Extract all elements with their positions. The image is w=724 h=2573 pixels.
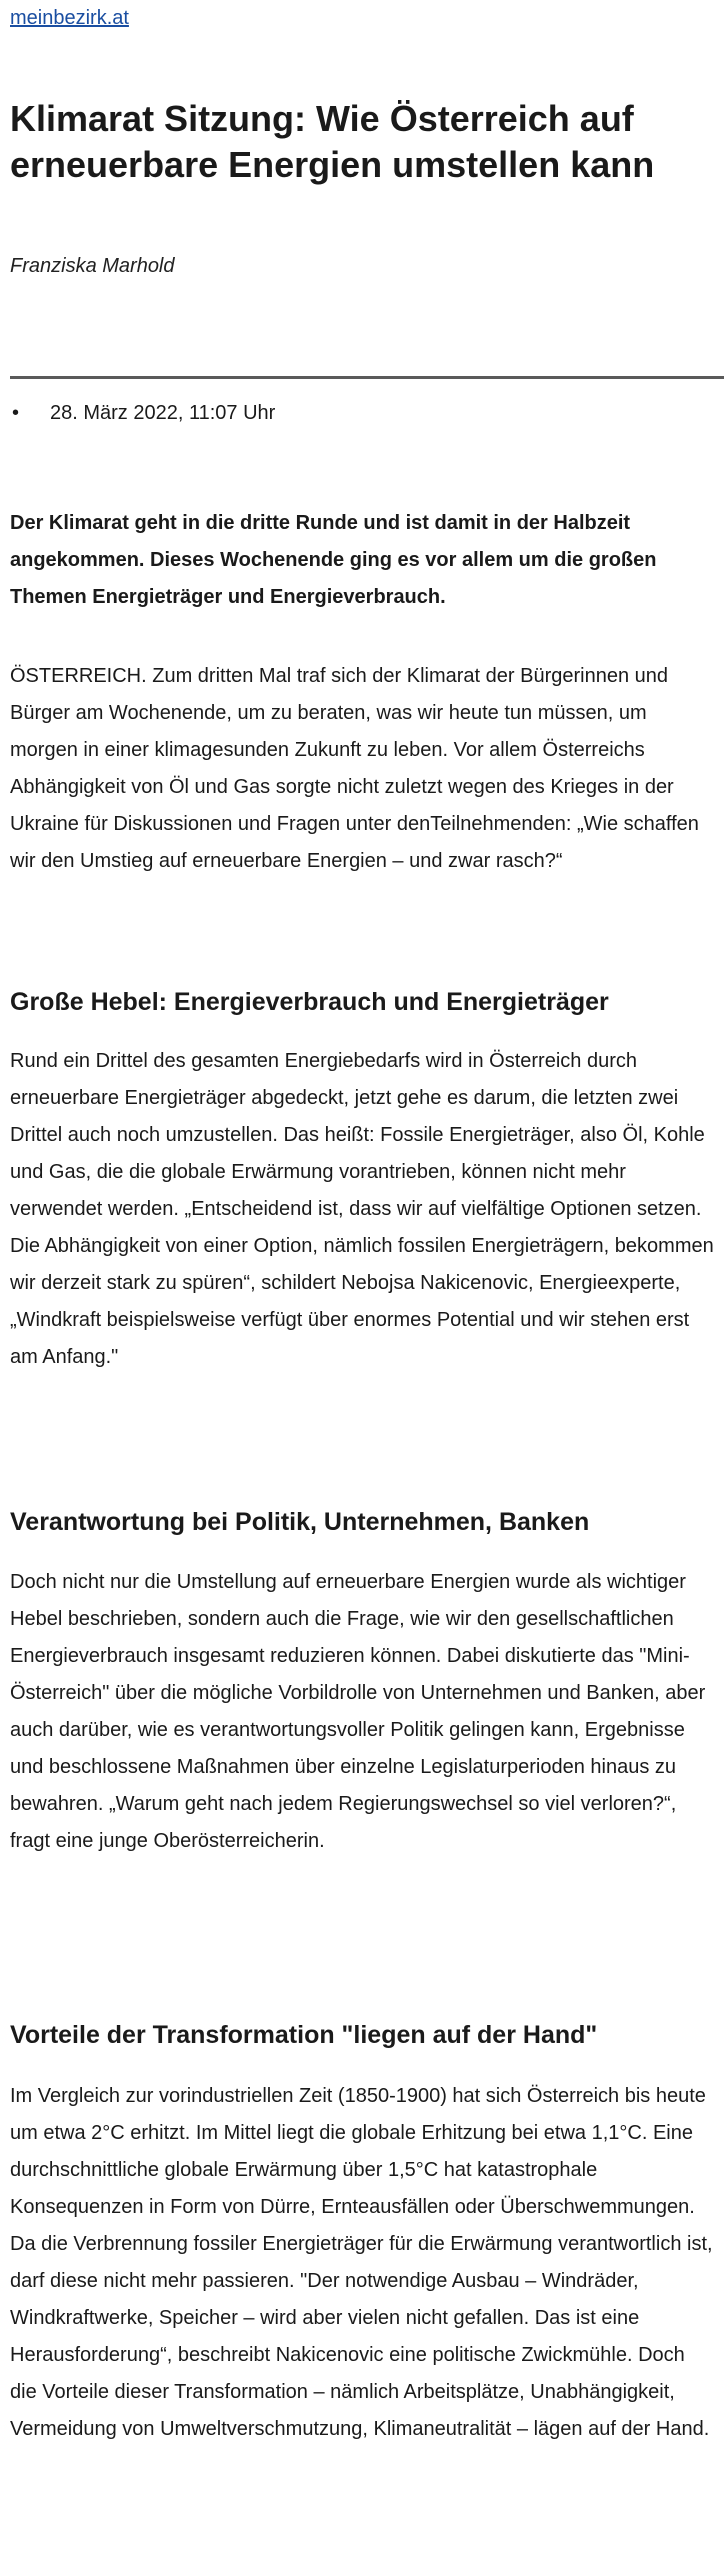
section-heading: Große Hebel: Energieverbrauch und Energieträger bbox=[10, 988, 609, 1016]
section-heading: Vorteile der Transformation "liegen auf der Hand" bbox=[10, 2021, 598, 2049]
section-paragraph: Rund ein Drittel des gesamten Energiebedarfs wird in Österreich durch erneuerbare Energieträger abgedeckt, jetzt gehe es darum, die letzten zwei Drittel auch noch umzustellen. Das heißt: Fossile Energieträger, also Öl, Kohle und Gas, die die globale Erwärmung vorantrieben, können nicht mehr verwendet werden. „Entscheidend ist, dass wir auf vielfältige Optionen setzen. Die Abhängigkeit von einer Option, nämlich fossilen Energieträgern, bekommen wir derzeit stark zu spüren“, schildert Nebojsa Nakicenovic, Energieexperte, „Windkraft beispielsweise verfügt über enormes Potential und wir stehen erst am Anfang." bbox=[10, 1050, 714, 1368]
list-bullet-icon: • bbox=[12, 402, 20, 424]
site-link[interactable]: meinbezirk.at bbox=[10, 7, 129, 29]
publish-date-item bbox=[10, 398, 275, 428]
section-paragraph: Im Vergleich zur vorindustriellen Zeit (1850-1900) hat sich Österreich bis heute um etwa 2°C erhitzt. Im Mittel liegt die globale Erhitzung bei etwa 1,1°C. Eine durchschnittliche globale Erwärmung über 1,5°C hat katastrophale Konsequenzen in Form von Dürre, Ernteausfällen oder Überschwemmungen. Da die Verbrennung fossiler Energieträger für die Erwärmung verantwortlich ist, darf diese nicht mehr passieren. "Der notwendige Ausbau – Windräder, Windkraftwerke, Speicher – wird aber vielen nicht gefallen. Das ist eine Herausforderung“, beschreibt Nakicenovic eine politische Zwickmühle. Doch die Vorteile dieser Transformation – nämlich Arbeitsplätze, Unabhängigkeit, Vermeidung von Umweltverschmutzung, Klimaneutralität – lägen auf der Hand. bbox=[10, 2085, 713, 2440]
article-title: Klimarat Sitzung: Wie Österreich auf erneuerbare Energien umstellen kann bbox=[10, 98, 655, 185]
article-author: Franziska Marhold bbox=[10, 255, 175, 277]
publish-date: 28. März 2022, 11:07 Uhr bbox=[50, 402, 276, 424]
header-divider bbox=[10, 376, 724, 379]
section-paragraph: Doch nicht nur die Umstellung auf erneuerbare Energien wurde als wichtiger Hebel beschrieben, sondern auch die Frage, wie wir den gesellschaftlichen Energieverbrauch insgesamt reduzieren können. Dabei diskutierte das "Mini-Österreich" über die mögliche Vorbildrolle von Unternehmen und Banken, aber auch darüber, wie es verantwortungsvoller Politik gelingen kann, Ergebnisse und beschlossene Maßnahmen über einzelne Legislaturperioden hinaus zu bewahren. „Warum geht nach jedem Regierungswechsel so viel verloren?“, fragt eine junge Oberösterreicherin. bbox=[10, 1571, 706, 1852]
article-paragraph: ÖSTERREICH. Zum dritten Mal traf sich der Klimarat der Bürgerinnen und Bürger am Wochenende, um zu beraten, was wir heute tun müssen, um morgen in einer klimagesunden Zukunft zu leben. Vor allem Österreichs Abhängigkeit von Öl und Gas sorgte nicht zuletzt wegen des Krieges in der Ukraine für Diskussionen und Fragen unter denTeilnehmenden: „Wie schaffen wir den Umstieg auf erneuerbare Energien – und zwar rasch?“ bbox=[10, 665, 699, 872]
article-lead: Der Klimarat geht in die dritte Runde und ist damit in der Halbzeit angekommen. Dieses Wochenende ging es vor allem um die großen Themen Energieträger und Energieverbrauch. bbox=[10, 512, 657, 608]
section-heading: Verantwortung bei Politik, Unternehmen, Banken bbox=[10, 1508, 590, 1536]
